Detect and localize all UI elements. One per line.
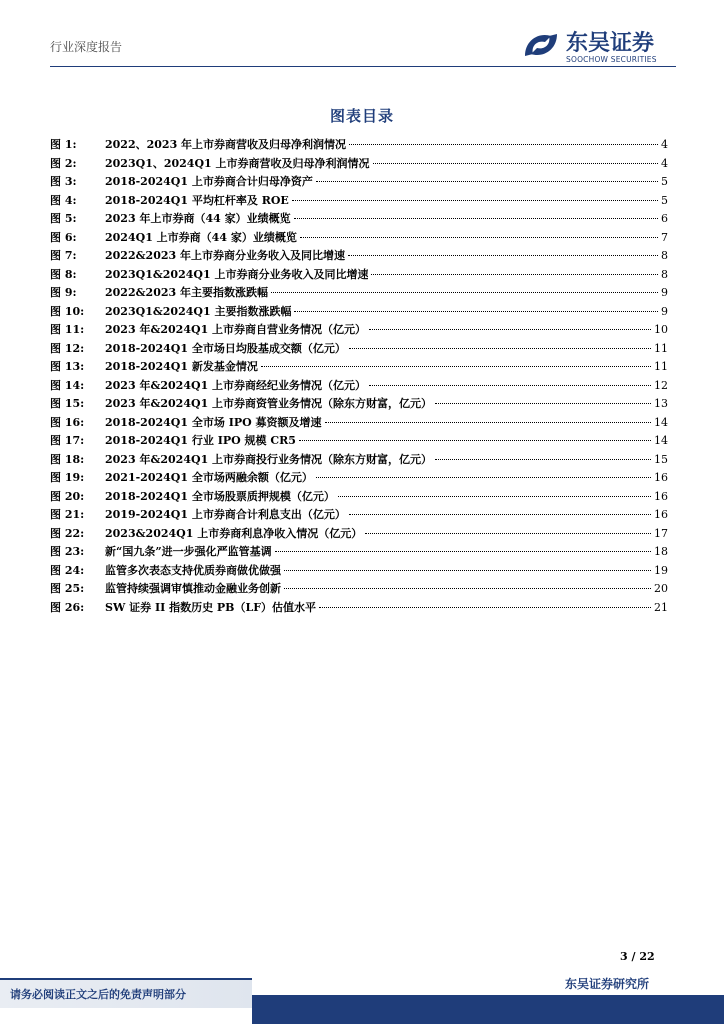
toc-entry-title: 2019-2024Q1 上市券商合计利息支出（亿元） (105, 508, 346, 521)
toc-entry-title: 2022&2023 年上市券商分业务收入及同比增速 (105, 249, 345, 262)
toc-entry[interactable] (50, 173, 668, 192)
toc-entry-label: 图 11: (50, 323, 85, 336)
toc-leader-dots (338, 496, 651, 497)
toc-entry-label: 图 6: (50, 230, 77, 244)
toc-entry[interactable] (50, 247, 668, 266)
toc-entry[interactable] (50, 155, 668, 174)
toc-entry-label: 图 17: (50, 434, 85, 447)
toc-entry-label: 图 2: (50, 156, 77, 170)
toc-entry[interactable] (50, 210, 668, 229)
toc-entry-page: 20 (654, 582, 668, 595)
toc-entry-title: 2023&2024Q1 上市券商利息净收入情况（亿元） (105, 526, 363, 540)
toc-entry-page: 5 (661, 175, 668, 188)
toc-leader-dots (316, 477, 651, 478)
toc-entry-page: 21 (654, 600, 668, 614)
toc-entry-label: 图 19: (50, 471, 85, 484)
toc-entry-title: 2018-2024Q1 新发基金情况 (105, 360, 258, 373)
toc-entry-page: 14 (654, 434, 668, 447)
toc-entry-title: 2023Q1&2024Q1 上市券商分业务收入及同比增速 (105, 267, 369, 281)
toc-leader-dots (292, 200, 658, 201)
toc-entry-title: 新“国九条”进一步强化严监管基调 (105, 545, 272, 558)
toc-entry[interactable] (50, 414, 668, 433)
toc-leader-dots (435, 403, 651, 404)
toc-entry[interactable] (50, 377, 668, 396)
toc-leader-dots (319, 607, 651, 608)
toc-leader-dots (294, 218, 658, 219)
toc-entry-page: 16 (654, 489, 668, 503)
toc-entry-label: 图 18: (50, 452, 85, 466)
toc-entry[interactable] (50, 488, 668, 507)
toc-entry-label: 图 21: (50, 508, 85, 521)
toc-entry[interactable] (50, 543, 668, 562)
toc-entry-label: 图 7: (50, 249, 77, 262)
toc-leader-dots (369, 385, 651, 386)
toc-leader-dots (284, 570, 651, 571)
toc-entry-label: 图 12: (50, 341, 85, 355)
footer-organization: 东吴证券研究所 (565, 977, 650, 991)
toc-entry-label: 图 23: (50, 545, 85, 558)
header-divider (50, 66, 676, 67)
toc-entry-title: 监管持续强调审慎推动金融业务创新 (105, 582, 281, 595)
toc-entry[interactable] (50, 284, 668, 303)
toc-entry[interactable] (50, 358, 668, 377)
toc-entry-label: 图 16: (50, 415, 85, 429)
toc-entry[interactable] (50, 525, 668, 544)
toc-leader-dots (275, 551, 651, 552)
toc-entry-label: 图 10: (50, 304, 85, 318)
toc-entry-label: 图 26: (50, 600, 85, 614)
brand-name-cn: 东吴证券 (566, 31, 655, 56)
toc-leader-dots (373, 163, 658, 164)
brand-logo (521, 26, 681, 66)
toc-leader-dots (369, 329, 651, 330)
toc-entry-title: 2018-2024Q1 平均杠杆率及 ROE (105, 193, 289, 207)
toc-entry-title: SW 证券 II 指数历史 PB（LF）估值水平 (105, 600, 317, 614)
toc-entry[interactable] (50, 469, 668, 488)
page-number: 3 / 22 (620, 950, 655, 963)
toc-leader-dots (294, 311, 658, 312)
brand-logo-icon (521, 26, 561, 64)
toc-entry-title: 2018-2024Q1 上市券商合计归母净资产 (105, 175, 313, 188)
toc-entry[interactable] (50, 451, 668, 470)
toc-leader-dots (349, 514, 651, 515)
toc-leader-dots (371, 274, 658, 275)
toc-entry-page: 11 (654, 341, 668, 355)
toc-entry-page: 11 (654, 360, 668, 373)
toc-entry-title: 2022&2023 年主要指数涨跌幅 (105, 286, 268, 299)
toc-leader-dots (349, 348, 651, 349)
toc-entry-page: 16 (654, 471, 668, 484)
toc-leader-dots (435, 459, 651, 460)
toc-entry-label: 图 15: (50, 397, 85, 410)
disclaimer-text: 请务必阅读正文之后的免责声明部分 (10, 988, 186, 1001)
toc-entry-page: 7 (661, 230, 668, 244)
toc-entry[interactable] (50, 340, 668, 359)
toc-entry-page: 12 (654, 378, 668, 392)
toc-entry[interactable] (50, 395, 668, 414)
toc-entry-title: 2021-2024Q1 全市场两融余额（亿元） (105, 471, 313, 484)
toc-entry[interactable] (50, 303, 668, 322)
toc-entry[interactable] (50, 136, 668, 155)
toc-leader-dots (365, 533, 651, 534)
toc-entry-page: 16 (654, 508, 668, 521)
toc-entry[interactable] (50, 229, 668, 248)
toc-entry-page: 13 (654, 397, 668, 410)
toc-entry-label: 图 24: (50, 563, 85, 577)
toc-entry-label: 图 4: (50, 193, 77, 207)
brand-name-en: SOOCHOW SECURITIES (566, 55, 657, 64)
toc-leader-dots (325, 422, 651, 423)
toc-entry-page: 17 (654, 526, 668, 540)
toc-entry-title: 2023 年&2024Q1 上市券商资管业务情况（除东方财富，亿元） (105, 397, 433, 410)
toc-entry-label: 图 8: (50, 267, 77, 281)
toc-entry-title: 2023Q1、2024Q1 上市券商营收及归母净利润情况 (105, 156, 370, 170)
toc-entry[interactable] (50, 506, 668, 525)
toc-entry[interactable] (50, 192, 668, 211)
toc-entry-title: 2023 年&2024Q1 上市券商经纪业务情况（亿元） (105, 378, 367, 392)
toc-entry[interactable] (50, 432, 668, 451)
toc-entry-title: 2018-2024Q1 行业 IPO 规模 CR5 (105, 434, 296, 447)
toc-entry-page: 19 (654, 563, 668, 577)
toc-entry-page: 4 (661, 138, 668, 151)
toc-entry-page: 8 (661, 267, 668, 281)
toc-entry-label: 图 1: (50, 138, 77, 151)
toc-entry[interactable] (50, 321, 668, 340)
toc-entry-page: 9 (661, 286, 668, 299)
toc-entry-label: 图 13: (50, 360, 85, 373)
toc-entry-page: 15 (654, 452, 668, 466)
toc-entry-title: 2023Q1&2024Q1 主要指数涨跌幅 (105, 304, 292, 318)
toc-leader-dots (284, 588, 651, 589)
toc-entry-label: 图 22: (50, 526, 85, 540)
toc-entry-title: 监管多次表态支持优质券商做优做强 (105, 563, 281, 577)
toc-entry-page: 10 (654, 323, 668, 336)
toc-entry-page: 9 (661, 304, 668, 318)
toc-entry-label: 图 5: (50, 212, 77, 225)
toc-entry-title: 2023 年&2024Q1 上市券商自营业务情况（亿元） (105, 323, 367, 336)
toc-entry-page: 5 (661, 193, 668, 207)
toc-entry-label: 图 9: (50, 286, 77, 299)
toc-entry-label: 图 20: (50, 489, 85, 503)
toc-leader-dots (316, 181, 658, 182)
toc-entry-label: 图 14: (50, 378, 85, 392)
toc-leader-dots (261, 366, 651, 367)
toc-entry[interactable] (50, 599, 668, 618)
toc-entry-title: 2022、2023 年上市券商营收及归母净利润情况 (105, 138, 347, 151)
toc-entry-page: 18 (654, 545, 668, 558)
toc-entry-label: 图 25: (50, 582, 85, 595)
toc-leader-dots (300, 237, 658, 238)
report-type-label: 行业深度报告 (50, 40, 123, 54)
toc-entry-title: 2018-2024Q1 全市场日均股基成交额（亿元） (105, 341, 346, 355)
toc-entry-title: 2023 年上市券商（44 家）业绩概览 (105, 212, 291, 225)
disclaimer-notice (0, 978, 252, 1008)
toc-entry-page: 14 (654, 415, 668, 429)
toc-entry-title: 2018-2024Q1 全市场股票质押规模（亿元） (105, 489, 335, 503)
toc-leader-dots (348, 255, 658, 256)
toc-entry-label: 图 3: (50, 175, 77, 188)
toc-entry[interactable] (50, 266, 668, 285)
toc-leader-dots (349, 144, 658, 145)
toc-entry-page: 8 (661, 249, 668, 262)
toc-entry-title: 2018-2024Q1 全市场 IPO 募资额及增速 (105, 415, 322, 429)
figure-table-of-contents (50, 136, 668, 617)
toc-entry-page: 6 (661, 212, 668, 225)
toc-entry[interactable] (50, 580, 668, 599)
toc-entry-title: 2024Q1 上市券商（44 家）业绩概览 (105, 230, 297, 244)
toc-entry[interactable] (50, 562, 668, 581)
toc-leader-dots (299, 440, 651, 441)
toc-leader-dots (271, 292, 658, 293)
toc-entry-page: 4 (661, 156, 668, 170)
toc-title: 图表目录 (329, 107, 394, 125)
toc-entry-title: 2023 年&2024Q1 上市券商投行业务情况（除东方财富，亿元） (105, 452, 433, 466)
